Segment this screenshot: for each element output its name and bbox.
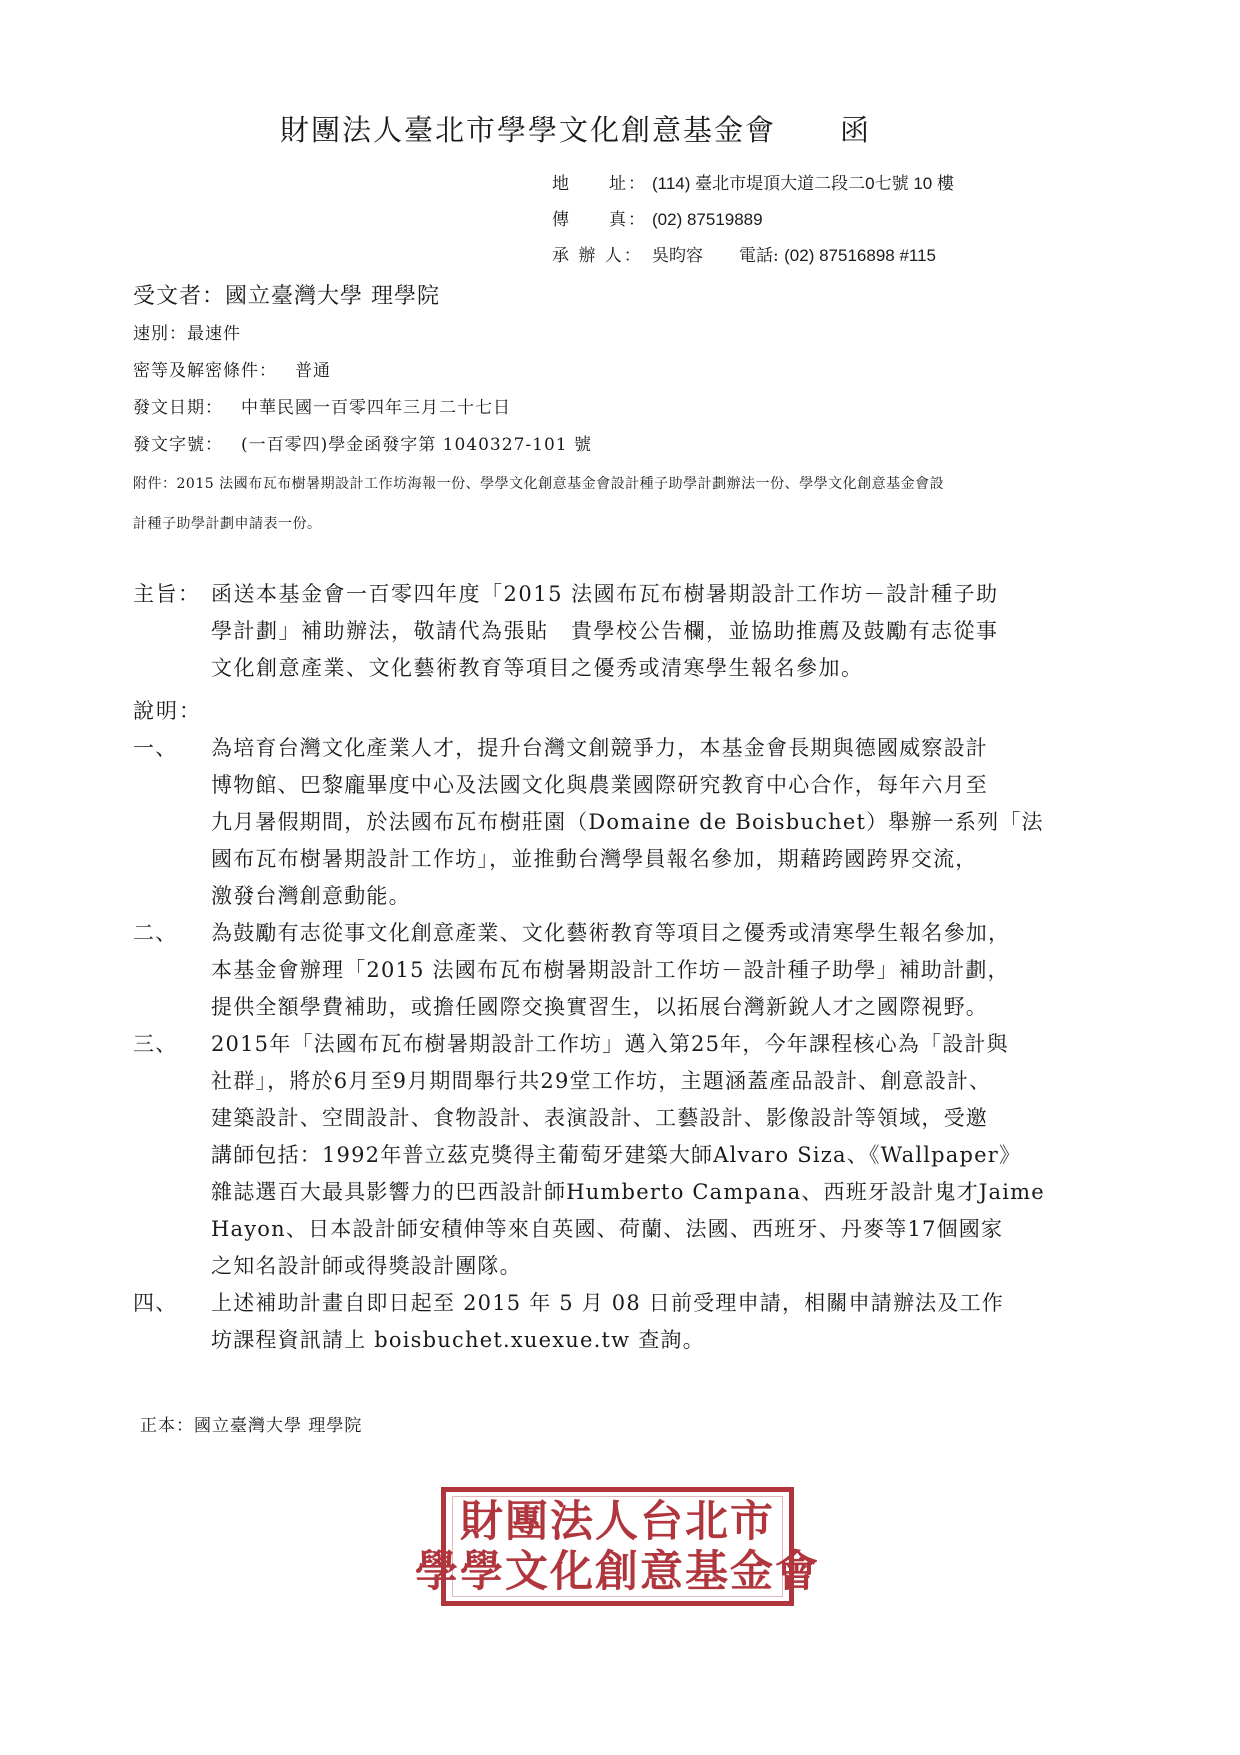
contact-name: 吳昀容: [652, 246, 703, 266]
speed: 速別：最速件: [133, 324, 241, 344]
date-row: [133, 390, 1093, 427]
secrecy-label: 密等及解密條件：: [133, 361, 277, 381]
item-line: 2015年「法國布瓦布樹暑期設計工作坊」邁入第25年，今年課程核心為「設計與: [211, 1032, 1009, 1056]
item-line: 雜誌選百大最具影響力的巴西設計師Humberto Campana、西班牙設計鬼才Jaime: [211, 1180, 1045, 1204]
item-line: 社群」，將於6月至9月期間舉行共29堂工作坊，主題涵蓋產品設計、創意設計、: [211, 1069, 992, 1093]
document-meta: [133, 278, 1093, 544]
sender-info: [552, 166, 954, 274]
number-label: 發文字號：: [133, 435, 223, 455]
subject-label: 主旨：: [133, 582, 201, 606]
item-line: 上述補助計畫自即日起至 2015 年 5 月 08 日前受理申請，相關申請辦法及工作: [211, 1291, 1004, 1315]
item-number: 四、: [133, 1291, 178, 1315]
subject-line-1: [133, 576, 1083, 613]
phone-label: 電話:: [739, 246, 785, 266]
official-seal: [415, 1487, 820, 1606]
number-value: (一百零四)學金函發字第 1040327-101 號: [241, 435, 592, 455]
org-title: 財團法人臺北市學學文化創意基金會: [280, 113, 777, 147]
recipient: 受文者：國立臺灣大學 理學院: [133, 284, 440, 309]
secrecy-value: 普通: [295, 361, 331, 381]
item-line: Hayon、日本設計師安積伸等來自英國、荷蘭、法國、西班牙、丹麥等17個國家: [211, 1217, 1004, 1241]
cc-recipient: 正本：國立臺灣大學 理學院: [140, 1416, 363, 1436]
explanation-item: [133, 915, 1088, 1026]
item-line: 國布瓦布樹暑期設計工作坊」，並推動台灣學員報名參加，期藉跨國跨界交流，: [211, 847, 978, 871]
subject: [133, 576, 1083, 687]
attachment-line-2: 計種子助學計劃申請表一份。: [133, 516, 322, 532]
item-line: 九月暑假期間，於法國布瓦布樹莊園（Domaine de Boisbuchet）舉辦一系列「法: [211, 810, 1044, 834]
subject-line-3: 文化創意產業、文化藝術教育等項目之優秀或清寒學生報名參加。: [211, 656, 864, 680]
doc-type: 函: [840, 113, 872, 147]
item-line: 講師包括：1992年普立茲克獎得主葡萄牙建築大師Alvaro Siza、《Wallpaper》: [211, 1143, 1022, 1167]
explanation-title: 說明：: [133, 699, 202, 723]
attachment-line-1: 附件：2015 法國布瓦布樹暑期設計工作坊海報一份、學學文化創意基金會設計種子助學計劃辦法一份、學學文化創意基金會設: [133, 476, 945, 492]
seal-inner: [415, 1496, 820, 1597]
item-line: 本基金會辦理「2015 法國布瓦布樹暑期設計工作坊－設計種子助學」補助計劃，: [211, 958, 1010, 982]
subject-line-2: 學計劃」補助辦法，敬請代為張貼 貴學校公告欄，並協助推薦及鼓勵有志從事: [211, 619, 999, 643]
document-title: [280, 108, 871, 149]
date-value: 中華民國一百零四年三月二十七日: [241, 398, 511, 418]
item-line: 建築設計、空間設計、食物設計、表演設計、工藝設計、影像設計等領域，受邀: [211, 1106, 988, 1130]
contact-label: 承 辦 人：: [552, 246, 643, 266]
item-line: 提供全額學費補助，或擔任國際交換實習生，以拓展台灣新銳人才之國際視野。: [211, 995, 988, 1019]
item-line: 為鼓勵有志從事文化創意產業、文化藝術教育等項目之優秀或清寒學生報名參加，: [211, 921, 1011, 945]
item-line: 為培育台灣文化產業人才，提升台灣文創競爭力，本基金會長期與德國威察設計: [211, 736, 988, 760]
explanation-item: [133, 730, 1088, 915]
explanation-items: [133, 730, 1088, 1359]
item-line: 之知名設計師或得獎設計團隊。: [211, 1254, 522, 1278]
item-line: 坊課程資訊請上 boisbuchet.xuexue.tw 查詢。: [211, 1328, 705, 1352]
date-label: 發文日期：: [133, 398, 223, 418]
number-row: [133, 427, 1093, 464]
subject-text-1: 函送本基金會一百零四年度「2015 法國布瓦布樹暑期設計工作坊－設計種子助: [211, 582, 999, 606]
item-line: 博物館、巴黎龐畢度中心及法國文化與農業國際研究教育中心合作，每年六月至: [211, 773, 988, 797]
item-number: 一、: [133, 736, 178, 760]
explanation-item: [133, 1285, 1088, 1359]
item-number: 三、: [133, 1032, 178, 1056]
fax-label: 傳 真：: [552, 210, 647, 230]
phone-value: (02) 87516898 #115: [784, 246, 937, 265]
address-value: (114) 臺北市堤頂大道二段二0七號 10 樓: [652, 174, 954, 193]
item-text: [211, 1285, 1088, 1359]
item-text: [211, 915, 1088, 1026]
seal-line-1: 財團法人台北市: [460, 1496, 775, 1547]
address-row: [552, 166, 954, 202]
fax-value: (02) 87519889: [652, 210, 763, 229]
secrecy-row: [133, 353, 1093, 390]
item-number: 二、: [133, 921, 178, 945]
address-label: 地 址：: [552, 174, 647, 194]
item-text: [211, 1026, 1088, 1285]
item-line: 激發台灣創意動能。: [211, 884, 411, 908]
item-text: [211, 730, 1088, 915]
explanation-item: [133, 1026, 1088, 1285]
fax-row: [552, 202, 954, 238]
seal-line-2: 學學文化創意基金會: [415, 1546, 820, 1597]
contact-row: [552, 238, 954, 274]
